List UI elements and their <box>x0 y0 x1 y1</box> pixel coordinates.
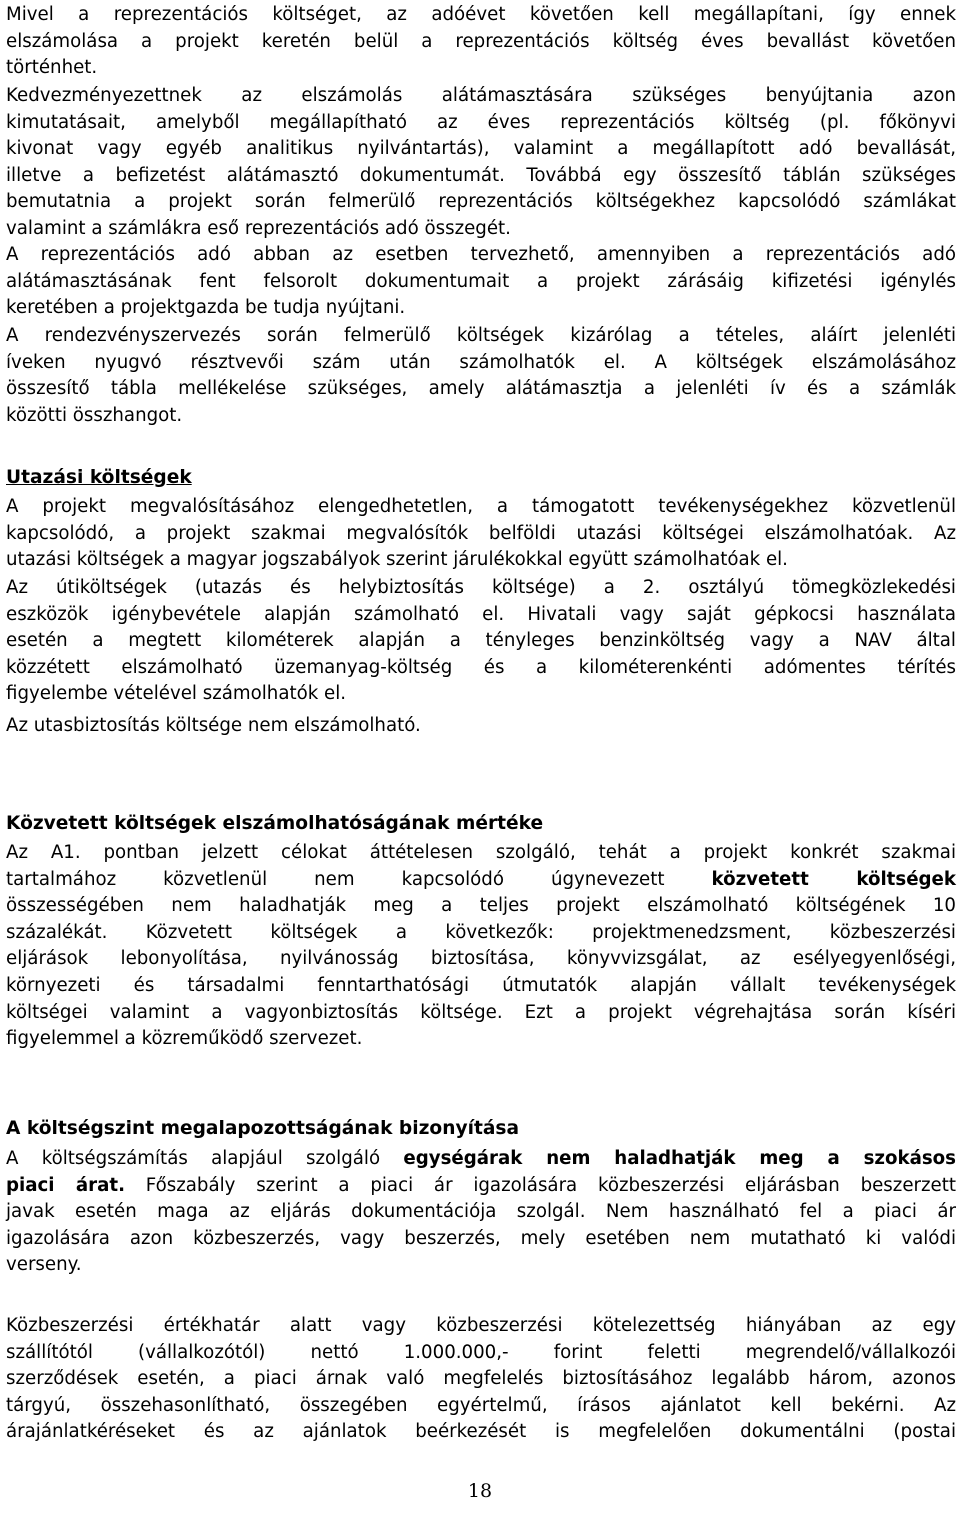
text-line: Kedvezményezettnek az elszámolás alátámasztására szükséges benyújtania azon <box>6 85 956 106</box>
text-line: százalékát. Közvetett költségek a következők: projektmenedzsment, közbeszerzési <box>6 921 956 943</box>
text-line: költségei valamint a vagyonbiztosítás költsége. Ezt a projekt végrehajtása során kíséri <box>6 1001 956 1023</box>
text-line: kivonat vagy egyéb analitikus nyilvántartás), valamint a megállapított adó bevallását, <box>6 138 956 160</box>
text-line: valamint a számlákra eső reprezentációs adó összegét. <box>6 217 511 239</box>
text-line <box>6 1146 956 1173</box>
text-line: közötti összhangot. <box>6 404 183 426</box>
heading-indirect-costs: Közvetett költségek elszámolhatóságának mértéke <box>6 813 544 834</box>
heading-cost-level-justification: A költségszint megalapozottságának bizonyítása <box>6 1118 519 1139</box>
paragraph-indirect-costs <box>6 840 956 1053</box>
paragraph-event-costs <box>6 323 956 429</box>
text-line: közzétett elszámolható üzemanyag-költség és a kilométerenkénti adómentes térítés <box>6 656 956 678</box>
paragraph-beneficiary-statements <box>6 83 956 243</box>
text-line: figyelemmel a közreműködő szervezet. <box>6 1028 363 1050</box>
text-line: A projekt megvalósításához elengedhetetlen, a támogatott tevékenységekhez közvetlenül <box>6 496 956 517</box>
text-line: árajánlatkéréseket és az ajánlatok beérkezését is megfelelően dokumentálni (postai <box>6 1421 956 1443</box>
paragraph-travel-expenses <box>6 575 956 708</box>
text-line: utazási költségek a magyar jogszabályok szerint járulékokkal együtt számolhatóak el. <box>6 549 788 571</box>
text-run: tartalmához közvetlenül nem kapcsolódó úgynevezett <box>6 868 712 890</box>
emphasis-unit-prices: egységárak nem haladhatják meg a szokásos <box>403 1148 956 1169</box>
text-line: eljárások lebonyolítása, nyilvánosság biztosítása, könyvvizsgálat, az esélyegyenlőségi, <box>6 948 956 970</box>
text-line: összességében nem haladhatják meg a teljes projekt elszámolható költségének 10 <box>6 895 956 917</box>
text-line <box>6 1173 956 1200</box>
text-line: A rendezvényszervezés során felmerülő költségek kizárólag a tételes, aláírt jelenléti <box>6 325 956 346</box>
text-line: Az A1. pontban jelzett célokat áttételesen szolgáló, tehát a projekt konkrét szakmai <box>6 842 956 863</box>
emphasis-indirect-costs: közvetett költségek <box>711 868 956 890</box>
paragraph-travel-insurance <box>6 713 956 740</box>
paragraph-representation-timing <box>6 2 956 82</box>
text-line: igazolására azon közbeszerzés, vagy beszerzés, mely esetében nem mutatható ki valódi <box>6 1227 956 1249</box>
text-line <box>6 867 956 894</box>
text-line: alátámasztásának fent felsorolt dokumentumait a projekt zárásáig kifizetési igénylés <box>6 270 956 292</box>
text-line: illetve a befizetést alátámasztó dokumentumát. Továbbá egy összesítő táblán szükséges <box>6 164 956 186</box>
heading-travel-costs: Utazási költségek <box>6 467 192 488</box>
text-line: elszámolása a projekt keretén belül a reprezentációs költség éves bevallást követően <box>6 30 956 52</box>
text-line: verseny. <box>6 1254 82 1276</box>
text-line: történhet. <box>6 57 98 79</box>
paragraph-travel-eligibility <box>6 494 956 574</box>
text-line: szerződések esetén, a piaci árnak való megfelelés biztosításához legalább három, azonos <box>6 1368 956 1390</box>
text-line: Mivel a reprezentációs költséget, az adóévet követően kell megállapítani, így ennek <box>6 4 956 25</box>
text-line: szállítótól (vállalkozótól) nettó 1.000.000,- forint feletti megrendelő/vállalkozói <box>6 1341 956 1363</box>
text-line: környezeti és társadalmi fenntarthatósági útmutatók alapján vállalt tevékenységek <box>6 974 956 996</box>
text-line: javak esetén maga az eljárás dokumentációja szolgál. Nem használható fel a piaci ár <box>6 1201 956 1223</box>
text-line: Közbeszerzési értékhatár alatt vagy közbeszerzési kötelezettség hiányában az egy <box>6 1315 956 1336</box>
text-line: tárgyú, összehasonlítható, összegében egyértelmű, írásos ajánlatot kell bekérni. Az <box>6 1394 956 1416</box>
paragraph-unit-prices <box>6 1146 956 1279</box>
text-line: Az útiköltségek (utazás és helybiztosítás költsége) a 2. osztályú tömegközlekedési <box>6 577 956 598</box>
text-line: A reprezentációs adó abban az esetben tervezhető, amennyiben a reprezentációs adó <box>6 244 956 265</box>
text-line: kimutatásait, amelyből megállapítható az éves reprezentációs költség (pl. főkönyvi <box>6 111 956 133</box>
text-line: keretében a projektgazda be tudja nyújtani. <box>6 297 406 319</box>
page-number: 18 <box>467 1480 493 1502</box>
text-line: esetén a megtett kilométerek alapján a tényleges benzinköltség vagy a NAV által <box>6 630 956 652</box>
text-line: Az utasbiztosítás költsége nem elszámolható. <box>6 715 421 736</box>
text-line: figyelembe vételével számolhatók el. <box>6 683 347 705</box>
paragraph-procurement-threshold <box>6 1313 956 1446</box>
text-line: íveken nyugvó résztvevői szám után számolhatók el. A költségek elszámolásához <box>6 351 956 373</box>
text-line: eszközök igénybevétele alapján számolható el. Hivatali vagy saját gépkocsi használata <box>6 603 956 625</box>
text-line: kapcsolódó, a projekt szakmai megvalósítók belföldi utazási költségei elszámolhatóak. Az <box>6 522 956 544</box>
paragraph-representation-tax <box>6 242 956 322</box>
text-run: A költségszámítás alapjául szolgáló <box>6 1148 404 1169</box>
text-line: összesítő tábla mellékelése szükséges, amely alátámasztja a jelenléti ív és a számlák <box>6 378 956 400</box>
emphasis-market-price: piaci árat. <box>6 1174 126 1196</box>
text-run: Főszabály szerint a piaci ár igazolására közbeszerzési eljárásban beszerzett <box>125 1174 956 1196</box>
text-line: bemutatnia a projekt során felmerülő reprezentációs költségekhez kapcsolódó számlákat <box>6 191 956 213</box>
